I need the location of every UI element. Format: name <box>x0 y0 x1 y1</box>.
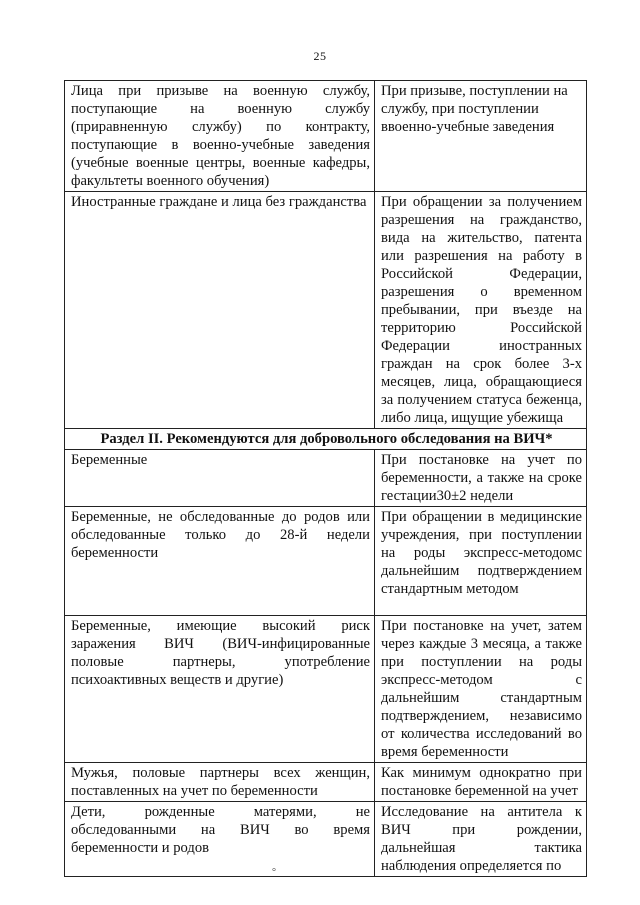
table-row <box>65 192 587 429</box>
section-title: Раздел II. Рекомендуются для добровольного обследования на ВИЧ* <box>65 429 587 450</box>
timing-cell: Исследование на антитела к ВИЧ при рождении, дальнейшая тактика наблюдения определяется по <box>375 802 587 877</box>
population-cell: Дети, рожденные матерями, не обследованными на ВИЧ во время беременности и родов <box>65 802 375 877</box>
table-row <box>65 507 587 616</box>
timing-cell: Как минимум однократно при постановке беременной на учет <box>375 763 587 802</box>
page-number: 25 <box>313 49 327 63</box>
timing-cell: При обращении за получением разрешения на гражданство, вида на жительство, патента или разрешения на работу в Российской Федерации, разрешения о временном пребывании, при въезде на территорию Российской Федерации иностранных граждан на срок более 3-х месяцев, лица, обращающиеся за получением статуса беженца, либо лица, ищущие убежища <box>375 192 587 429</box>
population-cell: Иностранные граждане и лица без гражданства <box>65 192 375 429</box>
timing-cell: При призыве, поступлении на службу, при поступлении ввоенно-учебные заведения <box>375 81 587 192</box>
timing-cell: При обращении в медицинские учреждения, при поступлении на роды экспресс-методомс дальнейшим подтверждением стандартным методом <box>375 507 587 616</box>
screening-table <box>64 80 587 877</box>
section-header-row <box>65 429 587 450</box>
table-row <box>65 81 587 192</box>
population-cell: Лица при призыве на военную службу, поступающие на военную службу (приравненную службу) по контракту, поступающие в военно-учебные заведения (учебные военные центры, военные кафедры, факультеты военного обучения) <box>65 81 375 192</box>
table-row <box>65 616 587 763</box>
population-cell: Беременные <box>65 450 375 507</box>
population-cell: Беременные, имеющие высокий риск заражения ВИЧ (ВИЧ-инфицированные половые партнеры, употребление психоактивных веществ и другие) <box>65 616 375 763</box>
table-row <box>65 450 587 507</box>
footer-mark: ° <box>272 867 276 878</box>
timing-cell: При постановке на учет, затем через каждые 3 месяца, а также при поступлении на роды экспресс-методом с дальнейшим стандартным подтверждением, независимо от количества исследований во время беременности <box>375 616 587 763</box>
population-cell: Мужья, половые партнеры всех женщин, поставленных на учет по беременности <box>65 763 375 802</box>
table-row <box>65 802 587 877</box>
timing-cell: При постановке на учет по беременности, а также на сроке гестации30±2 недели <box>375 450 587 507</box>
population-cell: Беременные, не обследованные до родов или обследованные только до 28-й недели беременности <box>65 507 375 616</box>
table-row <box>65 763 587 802</box>
